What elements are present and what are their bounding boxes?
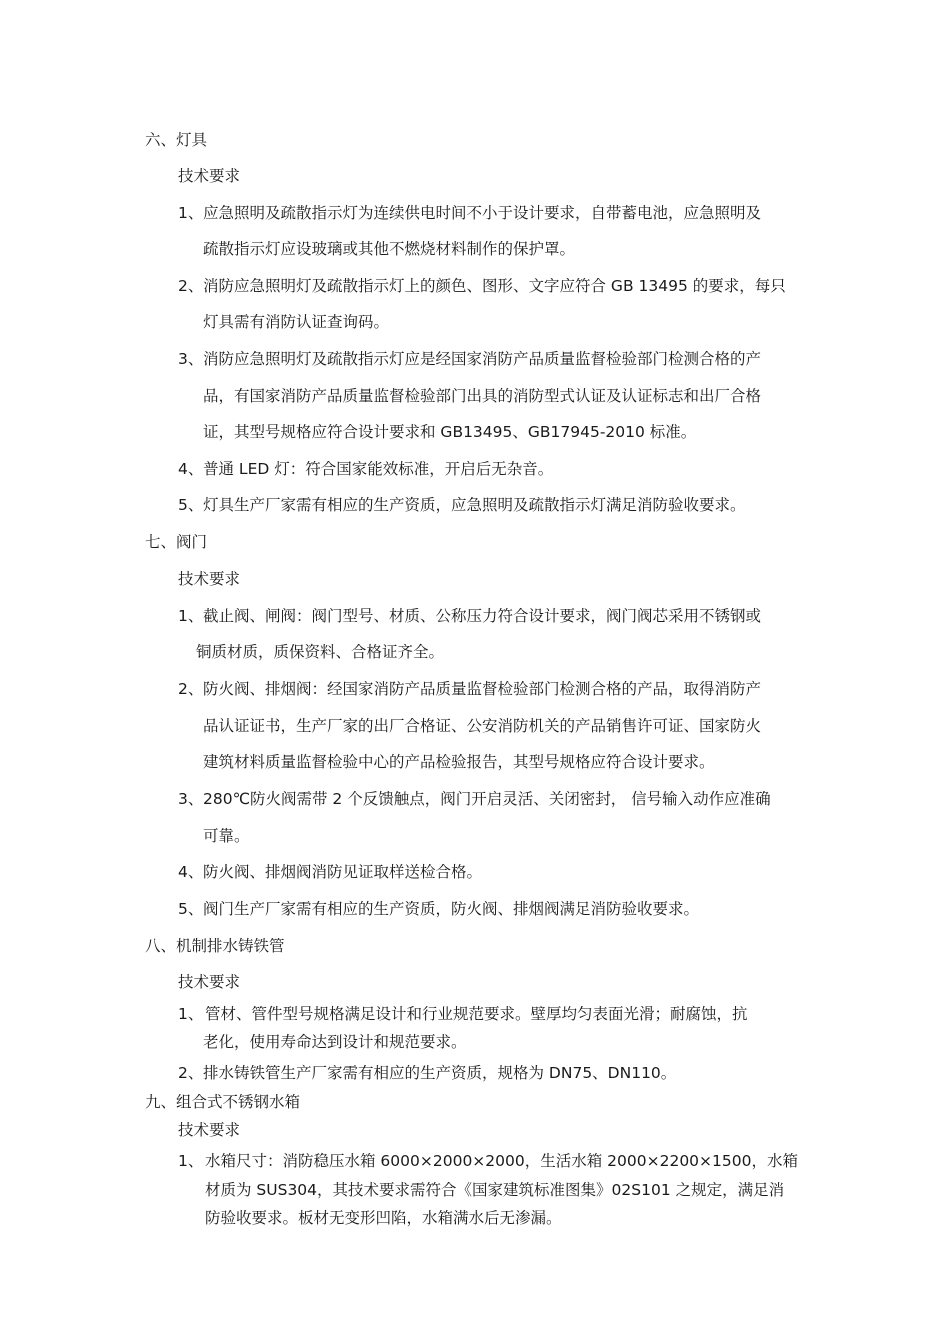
item-number: 3、	[178, 350, 204, 368]
section-heading: 七、阀门	[145, 533, 208, 551]
item-line: 品认证证书，生产厂家的出厂合格证、公安消防机关的产品销售许可证、国家防火	[203, 717, 762, 735]
item-line: 应急照明及疏散指示灯为连续供电时间不小于设计要求，自带蓄电池，应急照明及	[203, 204, 762, 222]
section-subheading: 技术要求	[178, 167, 241, 185]
section-heading: 八、机制排水铸铁管	[145, 937, 285, 955]
item-line: 老化，使用寿命达到设计和规范要求。	[203, 1033, 467, 1051]
item-line: 建筑材料质量监督检验中心的产品检验报告，其型号规格应符合设计要求。	[203, 753, 715, 771]
item-line: 防验收要求。板材无变形凹陷，水箱满水后无渗漏。	[205, 1209, 562, 1227]
item-line: 管材、管件型号规格满足设计和行业规范要求。壁厚均匀表面光滑；耐腐蚀，抗	[205, 1005, 748, 1023]
item-line: 疏散指示灯应设玻璃或其他不燃烧材料制作的保护罩。	[203, 240, 576, 258]
item-number: 1、	[178, 204, 204, 222]
item-number: 3、	[178, 790, 204, 808]
item-line: 阀门生产厂家需有相应的生产资质，防火阀、排烟阀满足消防验收要求。	[203, 900, 700, 918]
section-subheading: 技术要求	[178, 570, 241, 588]
section-subheading: 技术要求	[178, 973, 241, 991]
item-number: 2、	[178, 1064, 204, 1082]
item-number: 2、	[178, 680, 204, 698]
item-number: 4、	[178, 460, 204, 478]
item-line: 普通 LED 灯：符合国家能效标准，开启后无杂音。	[203, 460, 554, 478]
item-line: 材质为 SUS304，其技术要求需符合《国家建筑标准图集》02S101 之规定，满足消	[205, 1181, 785, 1199]
item-line: 截止阀、闸阀：阀门型号、材质、公称压力符合设计要求，阀门阀芯采用不锈钢或	[203, 607, 762, 625]
item-line: 灯具需有消防认证查询码。	[203, 313, 390, 331]
section-subheading: 技术要求	[178, 1121, 241, 1139]
item-line: 防火阀、排烟阀消防见证取样送检合格。	[203, 863, 483, 881]
item-line: 排水铸铁管生产厂家需有相应的生产资质，规格为 DN75、DN110。	[203, 1064, 677, 1082]
item-line: 可靠。	[203, 827, 250, 845]
item-number: 1、	[178, 1152, 204, 1170]
item-line: 品，有国家消防产品质量监督检验部门出具的消防型式认证及认证标志和出厂合格	[203, 387, 762, 405]
item-line: 灯具生产厂家需有相应的生产资质，应急照明及疏散指示灯满足消防验收要求。	[203, 496, 746, 514]
item-line: 证，其型号规格应符合设计要求和 GB13495、GB17945-2010 标准。	[203, 423, 697, 441]
item-number: 1、	[178, 607, 204, 625]
item-line: 水箱尺寸：消防稳压水箱 6000×2000×2000，生活水箱 2000×2200×1500，水箱	[205, 1152, 798, 1170]
item-number: 5、	[178, 900, 204, 918]
item-number: 5、	[178, 496, 204, 514]
section-heading: 六、灯具	[145, 131, 208, 149]
item-line: 280℃防火阀需带 2 个反馈触点，阀门开启灵活、关闭密封， 信号输入动作应准确	[203, 790, 771, 808]
section-heading: 九、组合式不锈钢水箱	[145, 1093, 301, 1111]
item-number: 2、	[178, 277, 204, 295]
item-line: 消防应急照明灯及疏散指示灯上的颜色、图形、文字应符合 GB 13495 的要求，每只	[203, 277, 786, 295]
item-line: 防火阀、排烟阀：经国家消防产品质量监督检验部门检测合格的产品，取得消防产	[203, 680, 762, 698]
item-number: 4、	[178, 863, 204, 881]
item-line: 铜质材质，质保资料、合格证齐全。	[196, 643, 445, 661]
item-number: 1、	[178, 1005, 204, 1023]
item-line: 消防应急照明灯及疏散指示灯应是经国家消防产品质量监督检验部门检测合格的产	[203, 350, 762, 368]
